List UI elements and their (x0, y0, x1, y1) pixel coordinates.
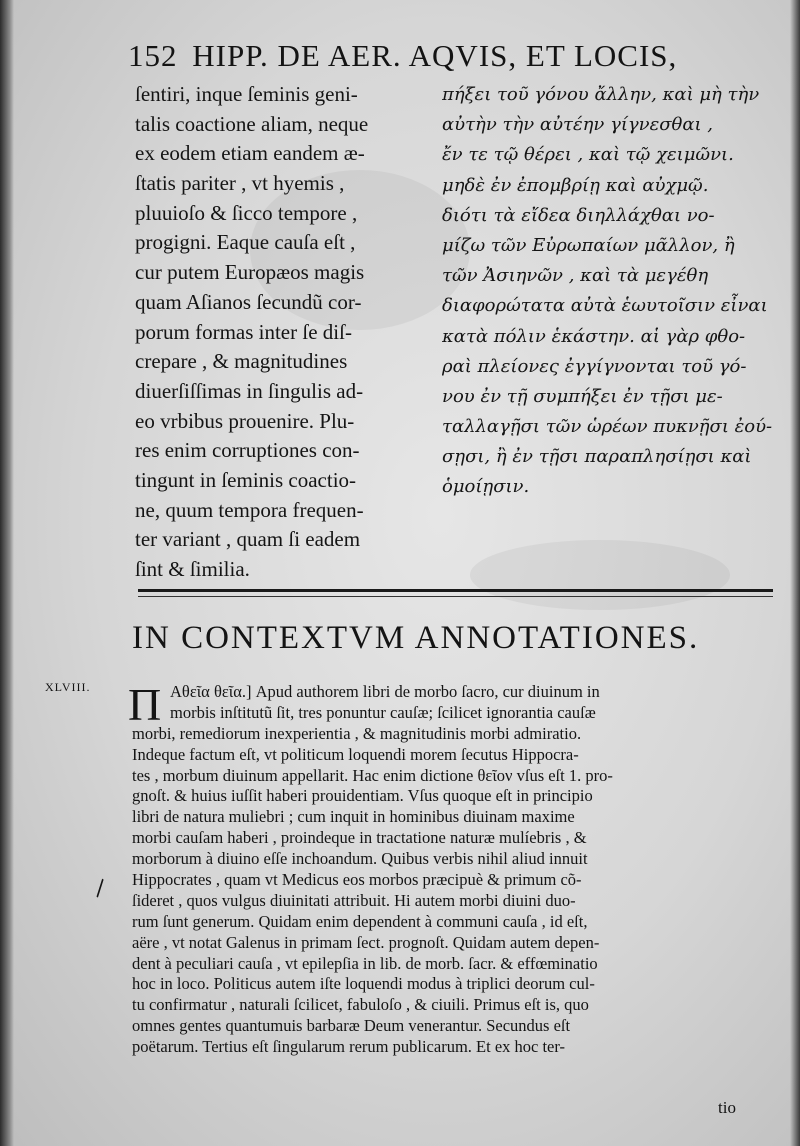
latin-line: ſentiri, inque ſeminis geni- (135, 82, 358, 106)
greek-line: μίζω τῶν Εὐρωπαίων μᾶλλον, ἢ (442, 234, 735, 256)
margin-pen-mark: \ (89, 876, 110, 901)
latin-line: crepare , & magnitudines (135, 349, 348, 374)
annotation-line: poëtarum. Tertius eſt ſingularum rerum publicarum. Et ex hoc ter- (132, 1037, 566, 1057)
annotation-line: tu confirmatur , naturali ſcilicet, fabuloſo , & ciuili. Primus eſt is, quo (132, 995, 589, 1015)
latin-line: progigni. Eaque cauſa eſt , (135, 230, 356, 255)
latin-line: ter variant , quam ſi eadem (135, 527, 361, 552)
greek-line: αὐτὴν τὴν αὐτέην γίγνεσθαι , (442, 114, 714, 136)
greek-line: τῶν Ἀσιηνῶν , καὶ τὰ μεγέθη (442, 265, 709, 287)
running-head-title: HIPP. DE AER. AQVIS, ET LOCIS, (192, 38, 678, 73)
annotation-line: morbi, remediorum inexperientia , & magnitudinis morbi admiratio. (132, 723, 582, 743)
greek-line: διότι τὰ εἴδεα διηλλάχθαι νο- (442, 204, 715, 226)
annotation-line: morbi cauſam haberi , proindeque in tractatione naturæ mulíebris , & (132, 828, 587, 848)
note-number: XLVIII. (45, 680, 91, 694)
latin-line: tingunt in ſeminis coactio- (135, 467, 357, 492)
latin-line: ſint & ſimilia. (135, 557, 250, 581)
latin-line: quam Aſianos ſecundũ cor- (135, 289, 362, 314)
annotation-text (132, 682, 777, 1058)
running-head (128, 38, 728, 74)
annotation-line: Indeque factum eſt, vt politicum loquendi morem ſecutus Hippocra- (132, 744, 579, 764)
catchword: tio (718, 1098, 736, 1117)
greek-line: σῃσι, ἢ ἐν τῇσι παραπλησίῃσι καὶ (442, 446, 752, 468)
latin-line: ſtatis pariter , vt hyemis , (135, 171, 345, 196)
annotation-line: omnes gentes quantumuis barbaræ Deum venerantur. Secundus eſt (132, 1016, 571, 1036)
annotation-line: Αθεῖα θεῖα.] Apud authorem libri de morbo ſacro, cur diuinum in (170, 682, 600, 701)
latin-line: porum formas inter ſe diſ- (135, 319, 352, 344)
page-edge-shadow (790, 0, 800, 1146)
annotation-line: Hippocrates , quam vt Medicus eos morbos præcipuè & primum cõ- (132, 870, 582, 890)
annotation-line: morborum à diuino eſſe inchoandum. Quibus verbis nihil aliud innuit (132, 849, 588, 869)
annotation-line: aëre , vt notat Galenus in primam ſect. prognoſt. Quidam autem depen- (132, 932, 600, 952)
latin-line: pluuioſo & ſicco tempore , (135, 200, 358, 225)
section-title: IN CONTEXTVM ANNOTATIONES. (132, 620, 700, 656)
annotation-line: libri de natura muliebri ; cum inquit in hominibus diuinam maxime (132, 807, 575, 827)
latin-column (135, 80, 435, 585)
latin-line: ex eodem etiam eandem æ- (135, 141, 365, 166)
latin-line: res enim corruptiones con- (135, 438, 360, 463)
latin-line: talis coactione aliam, neque (135, 111, 369, 136)
greek-column (442, 80, 772, 503)
section-divider-rule (138, 589, 773, 602)
greek-line: μηδὲ ἐν ἐπομβρίῃ καὶ αὐχμῷ. (442, 174, 709, 196)
greek-line: ὁμοίῃσιν. (442, 476, 530, 498)
annotation-line: hoc in loco. Politicus autem iſte loquendi modus à triplici deorum cul- (132, 974, 595, 994)
greek-line: νου ἐν τῇ συμπήξει ἐν τῇσι με- (442, 385, 723, 407)
greek-line: ταλλαγῇσι τῶν ὡρέων πυκνῇσι ἐού- (442, 416, 772, 438)
annotation-line: dent à peculiari cauſa , vt epilepſia in lib. de morb. ſacr. & effœminatio (132, 953, 598, 973)
annotation-line: morbis inſtitutũ ſit, tres ponuntur cauſæ; ſcilicet ignorantia cauſæ (170, 702, 596, 722)
latin-line: cur putem Europæos magis (135, 260, 365, 285)
greek-line: πήξει τοῦ γόνου ἄλλην, καὶ μὴ τὴν (442, 84, 760, 105)
page-gutter-shadow (0, 0, 14, 1146)
greek-line: ραὶ πλείονες ἐγγίγνονται τοῦ γό- (442, 355, 747, 377)
latin-line: eo vrbibus prouenire. Plu- (135, 408, 355, 433)
greek-line: διαφορώτατα αὐτὰ ἑωυτοῖσιν εἶναι (442, 295, 768, 317)
greek-line: ἔν τε τῷ θέρει , καὶ τῷ χειμῶνι. (442, 144, 734, 166)
latin-line: ne, quum tempora frequen- (135, 497, 364, 522)
annotation-line: ſideret , quos vulgus diuinitati attribuit. Hi autem morbi diuini duo- (132, 890, 576, 910)
greek-line: κατὰ πόλιν ἑκάστην. αἱ γὰρ φθο- (442, 325, 746, 347)
page-number: 152 (128, 38, 178, 73)
drop-cap: Π (128, 679, 162, 730)
annotation-line: rum ſunt generum. Quidam enim dependent à communi cauſa , id eſt, (132, 911, 588, 931)
annotation-line: gnoſt. & huius iuſſit haberi prouidentiam. Vſus quoque eſt in principio (132, 786, 593, 806)
annotation-line: tes , morbum diuinum appellarit. Hac enim dictione θεῖον vſus eſt 1. pro- (132, 765, 613, 785)
latin-line: diuerſiſſimas in ſingulis ad- (135, 378, 364, 403)
